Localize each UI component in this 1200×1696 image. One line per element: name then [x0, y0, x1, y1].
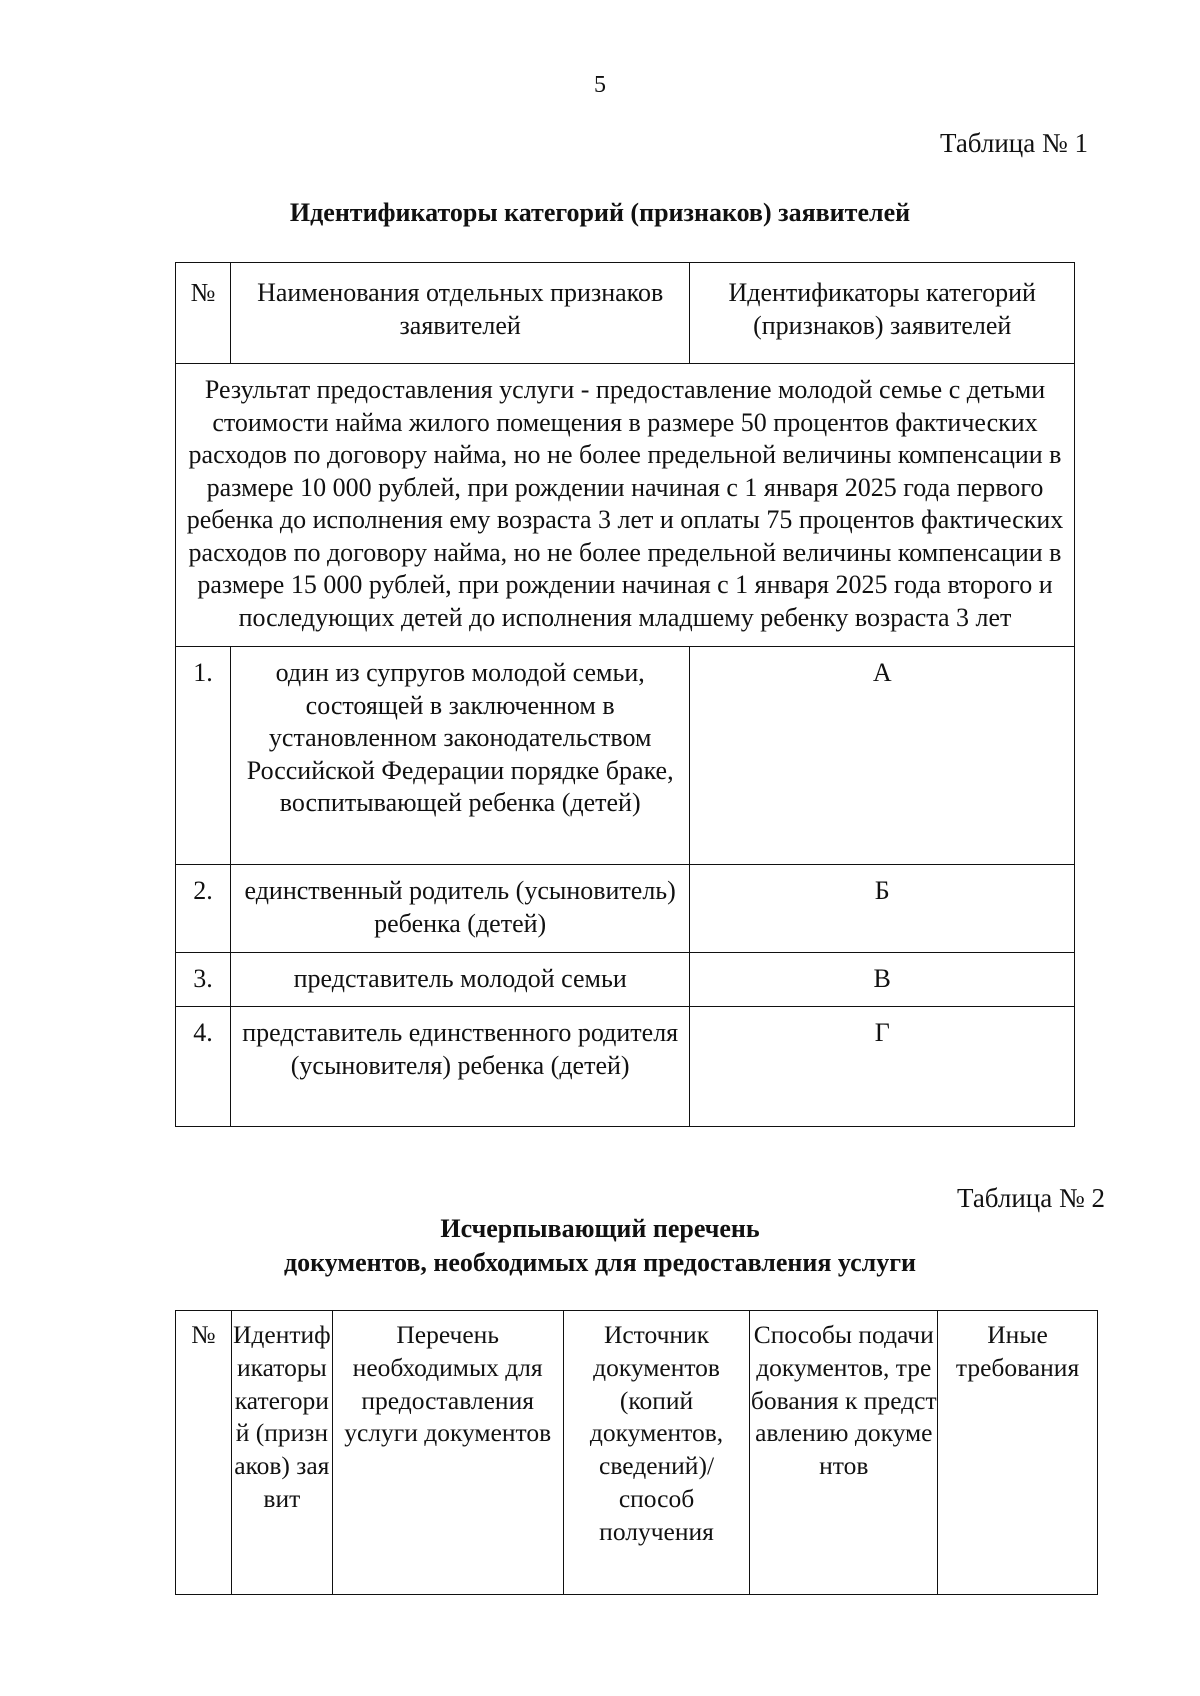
table1-header-no: № — [176, 263, 231, 364]
row-name: один из супругов молодой семьи, состоящей в заключенном в установленном законодательством Российской Федерации порядке браке, воспитывающей ребенка (детей) — [230, 647, 689, 865]
row-identifier: А — [690, 647, 1075, 865]
row-name: представитель молодой семьи — [230, 953, 689, 1007]
row-name: представитель единственного родителя (усыновителя) ребенка (детей) — [230, 1007, 689, 1127]
table2-header-no: № — [176, 1311, 232, 1595]
table1-label: Таблица № 1 — [940, 128, 1088, 158]
table2-title-line2: документов, необходимых для предоставления услуги — [283, 1248, 917, 1277]
table2-title-line1: Исчерпывающий перечень — [440, 1214, 760, 1243]
table2 — [175, 1310, 1098, 1595]
table-row — [176, 647, 1075, 865]
table1-header-row — [176, 263, 1075, 364]
table2-header-documents: Перечень необходимых для предоставления услуги документов — [332, 1311, 563, 1595]
table-row — [176, 1007, 1075, 1127]
table2-header-row — [176, 1311, 1098, 1595]
table1-header-name: Наименования отдельных признаков заявителей — [230, 263, 689, 364]
page-number: 5 — [594, 72, 606, 98]
table2-header-source: Источник документов (копий документов, сведений)/ способ получения — [563, 1311, 750, 1595]
table2-title — [0, 1212, 1200, 1280]
table1-result-row — [176, 364, 1075, 647]
row-number: 3. — [176, 953, 231, 1007]
table-row — [176, 865, 1075, 953]
table2-header-submission: Способы подачи документов, требования к представлению документов — [750, 1311, 938, 1595]
row-name: единственный родитель (усыновитель) ребенка (детей) — [230, 865, 689, 953]
table-row — [176, 953, 1075, 1007]
row-identifier: В — [690, 953, 1075, 1007]
row-number: 4. — [176, 1007, 231, 1127]
row-number: 2. — [176, 865, 231, 953]
row-identifier: Г — [690, 1007, 1075, 1127]
table1-header-id: Идентификаторы категорий (признаков) заявителей — [690, 263, 1075, 364]
row-identifier: Б — [690, 865, 1075, 953]
table2-header-identifiers: Идентификаторы категорий (признаков) заявит — [231, 1311, 332, 1595]
table1-result-text: Результат предоставления услуги - предоставление молодой семье с детьми стоимости найма жилого помещения в размере 50 процентов фактических расходов по договору найма, но не более предельной величины компенсации в размере 10 000 рублей, при рождении начиная с 1 января 2025 года первого ребенка до исполнения ему возраста 3 лет и оплаты 75 процентов фактических расходов по договору найма, но не более предельной величины компенсации в размере 15 000 рублей, при рождении начиная с 1 января 2025 года второго и последующих детей до исполнения младшему ребенку возраста 3 лет — [176, 364, 1075, 647]
row-number: 1. — [176, 647, 231, 865]
table1-title: Идентификаторы категорий (признаков) заявителей — [289, 198, 911, 227]
table2-label: Таблица № 2 — [957, 1183, 1105, 1213]
table2-header-other: Иные требования — [938, 1311, 1098, 1595]
table1 — [175, 262, 1075, 1127]
